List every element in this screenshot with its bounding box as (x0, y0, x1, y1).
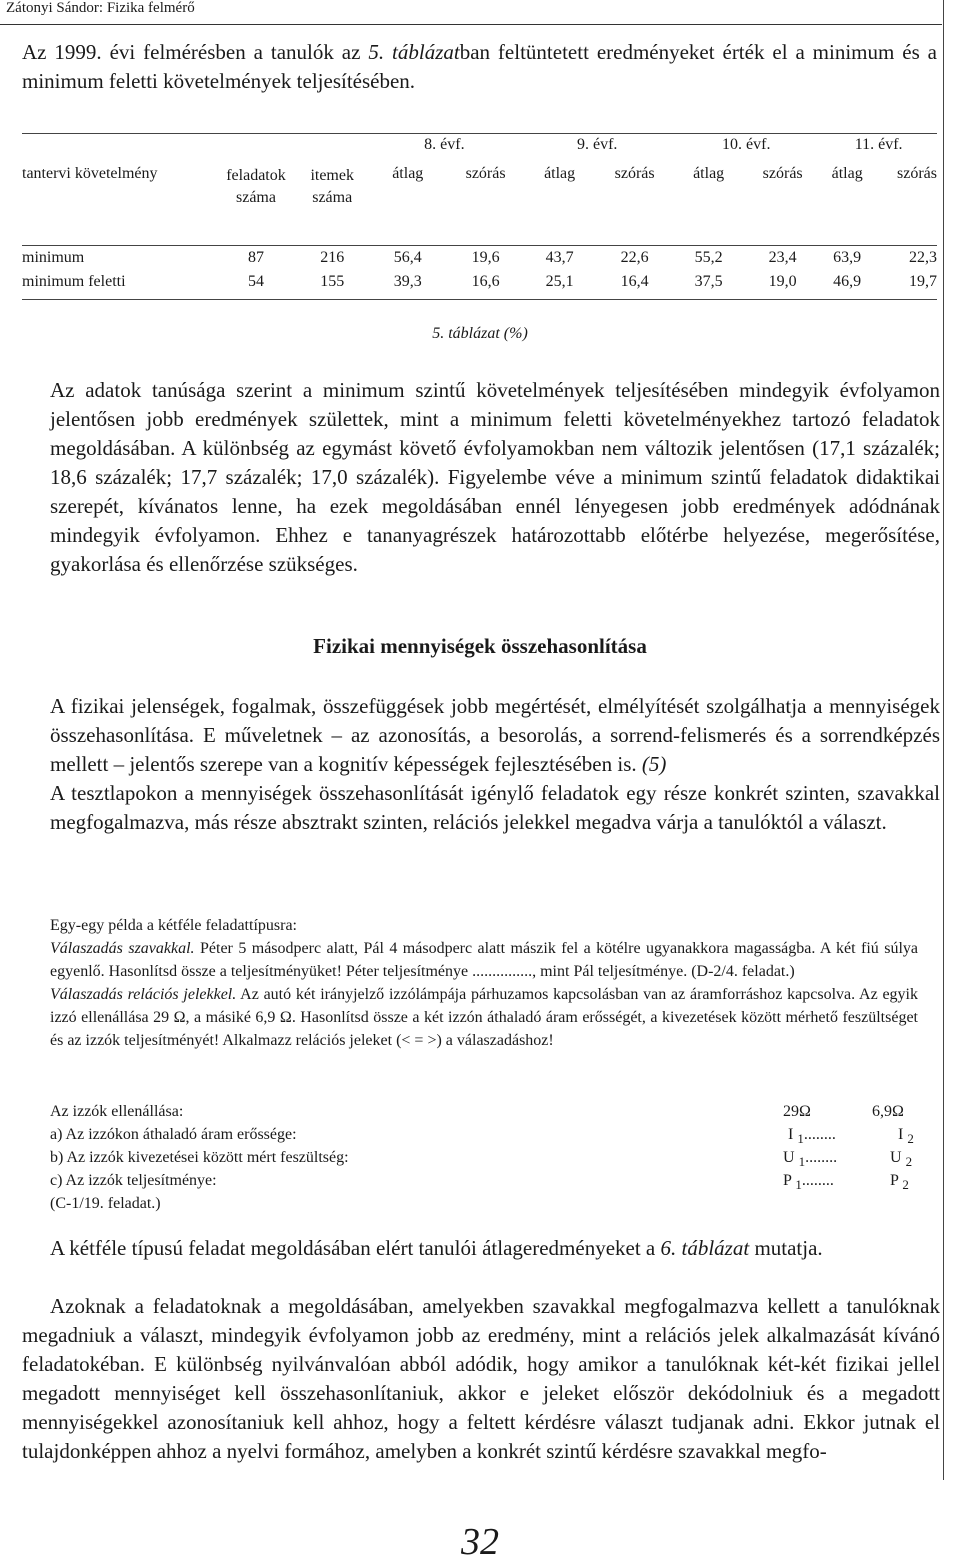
cell: 22,6 (620, 248, 649, 266)
lead-paragraph (22, 38, 937, 96)
cell: 63,9 (833, 248, 862, 266)
item-right: 6,9Ω (872, 1103, 904, 1120)
paragraph-4: Azoknak a feladatoknak a megoldásában, amelyekben szavakkal megfogalmazva kellett a tanulóknak megadniuk a választ, mindegyik évfolyamon jobb az eredmény, mint a relációs jelek alkalmazását kívánó feladatokéban. E különbség nyilvánvalóan abból adódik, hogy amikor a tanulóknak két-két fizikai jellel megadott mennyiséget kell összehasonlítaniuk, akkor e jeleket először dekódolniuk és a megadott mennyiségekkel azonosítaniuk kell ahhoz, hogy a feltett kérdésre választ tudjanak adni. Ekkor jutnak el tulajdonképpen ahhoz a nyelvi formához, amelyben a konkrét szintű kérdésre szavakkal megfo- (22, 1294, 940, 1463)
cell: 43,7 (545, 248, 574, 266)
lead-text-a: Az 1999. évi felmérésben a tanulók az (22, 40, 369, 64)
col-szoras: szórás (465, 165, 506, 182)
cell: 216 (320, 248, 345, 266)
item-right: I $_2$ (898, 1126, 914, 1147)
lead-text-b: ban feltüntetett eredményeket érték el a minimum és a minimum feletti követelmények teljesítésében. (22, 40, 937, 93)
cell: 87 (247, 248, 264, 266)
results-table (22, 133, 937, 300)
cell: 16,6 (471, 272, 500, 290)
col-atlag: átlag (392, 165, 424, 182)
list-item (50, 1169, 918, 1192)
row-label: minimum feletti (22, 272, 126, 290)
cell: 46,9 (833, 272, 862, 290)
example-type-1 (50, 937, 918, 983)
cell: 37,5 (694, 272, 723, 290)
paragraph-3 (50, 1234, 940, 1263)
cell: 19,7 (909, 272, 937, 290)
page-number: 32 (461, 1521, 499, 1563)
table-ref: 6. táblázat (660, 1236, 750, 1260)
cell: 23,4 (768, 248, 797, 266)
item-left: I $_1$........ (788, 1126, 836, 1147)
example-source: (C-1/19. feladat.) (50, 1195, 161, 1212)
grade-9-header: 9. évf. (577, 136, 618, 153)
para3-text-b: mutatja. (749, 1236, 823, 1260)
table-row (22, 246, 937, 270)
table-caption: 5. táblázat (%) (432, 325, 528, 342)
col-atlag: átlag (831, 165, 863, 182)
margin-rule (943, 0, 944, 1480)
col-atlag: átlag (544, 165, 576, 182)
example-type-1-label: Válaszadás szavakkal. (50, 940, 195, 957)
item-left: U $_1$........ (783, 1149, 838, 1170)
table-row (22, 270, 937, 294)
example-type-2-text: Az autó két irányjelző izzólámpája párhuzamos kapcsolásban van az áramforráshoz kapcsolva. Az egyik izzó ellenállása 29 Ω, a másiké 6,9 Ω. Hasonlítsd össze a két izzón áthaladó áram erősségét, a kivezetések között mérhető feszültséget és az izzók teljesítményét! Alkalmazz relációs jeleket (< = >) a válaszadáshoz! (50, 986, 918, 1049)
list-item (50, 1100, 918, 1123)
item-left: 29Ω (783, 1103, 811, 1120)
item-right: P $_2$ (890, 1172, 909, 1193)
cell: 54 (247, 272, 264, 290)
running-header: Zátonyi Sándor: Fizika felmérő (6, 0, 195, 16)
list-item (50, 1146, 918, 1169)
list-item (50, 1123, 918, 1146)
row-label: minimum (22, 248, 85, 266)
cell: 22,3 (909, 248, 937, 266)
col-szoras: szórás (614, 165, 655, 182)
header-rule (0, 24, 942, 25)
citation-ref: (5) (641, 752, 667, 776)
example-type-2 (50, 983, 918, 1052)
item-label: b) Az izzók kivezetései között mért feszültség: (50, 1149, 349, 1166)
item-left: P $_1$........ (783, 1172, 834, 1193)
table-ref: 5. táblázat (368, 40, 460, 64)
para2-text-a: A fizikai jelenségek, fogalmak, összefüggések jobb megértését, elmélyítését szolgálhatja a mennyiségek összehasonlítása. E műveletnek – az azonosítás, a besorolás, a sorrend-felismerés és a sorrendképzés mellett – jelentős szerepe van a kognitív képességek fejlesztésében is. (50, 694, 940, 776)
example-type-1-text: Péter 5 másodperc alatt, Pál 4 másodperc alatt mászik fel a kötélre ugyanakkora magasságba. A két fiú súlya egyenlő. Hasonlítsd össze a teljesítményüket! Péter teljesítménye ..............., mint Pál teljesítménye. (D-2/4. feladat.) (50, 940, 919, 980)
grade-10-header: 10. évf. (722, 136, 771, 153)
col-atlag: átlag (693, 165, 725, 182)
cell: 25,1 (545, 272, 574, 290)
item-label: c) Az izzók teljesítménye: (50, 1172, 217, 1189)
grade-11-header: 11. évf. (854, 136, 903, 153)
example-intro: Egy-egy példa a kétféle feladattípusra: (50, 917, 297, 934)
col-szoras: szórás (762, 165, 803, 182)
example-type-2-label: Válaszadás relációs jelekkel. (50, 986, 237, 1003)
cell: 19,6 (471, 248, 500, 266)
col-itemek: itemek száma (310, 167, 354, 206)
cell: 55,2 (694, 248, 723, 266)
item-label: a) Az izzókon áthaladó áram erőssége: (50, 1126, 297, 1143)
item-right: U $_2$ (890, 1149, 913, 1170)
cell: 19,0 (768, 272, 797, 290)
cell: 39,3 (393, 272, 422, 290)
grade-8-header: 8. évf. (424, 136, 465, 153)
item-label: Az izzók ellenállása: (50, 1103, 184, 1120)
col-tantervi: tantervi követelmény (22, 165, 158, 182)
para2-text-b: A tesztlapokon a mennyiségek összehasonlítását igénylő feladatok egy része konkrét szinten, szavakkal megfogalmazva, más része absztrakt szinten, relációs jelekkel megadva várja a tanulóktól a választ. (50, 781, 940, 834)
paragraph-1: Az adatok tanúsága szerint a minimum szintű követelmények teljesítésében mindegyik évfolyamon jelentősen jobb eredmények születtek, mint a minimum feletti követelményekhez tartozó feladatok megoldásában. A különbség az egymást követő évfolyamokban nem változik jelentősen (17,1 százalék; 18,6 százalék; 17,7 százalék; 17,0 százalék). Figyelembe véve a minimum szintű feladatok didaktikai szerepét, kívánatos lenne, ha ezek megoldásában ennél lényegesen jobb eredmények adódnának mindegyik évfolyamon. Ehhez e tananyagrészek határozottabb előtérbe helyezése, megerősítése, gyakorlása és ellenőrzése szükséges. (50, 378, 940, 576)
comparison-list (50, 1100, 918, 1215)
col-feladatok: feladatok száma (226, 167, 286, 206)
section-title: Fizikai mennyiségek összehasonlítása (313, 634, 647, 658)
cell: 56,4 (393, 248, 422, 266)
col-szoras: szórás (897, 165, 937, 182)
cell: 155 (320, 272, 345, 290)
cell: 16,4 (620, 272, 649, 290)
paragraph-2 (50, 692, 940, 837)
example-block (50, 914, 918, 1052)
para3-text-a: A kétféle típusú feladat megoldásában elért tanulói átlageredményeket a (50, 1236, 661, 1260)
